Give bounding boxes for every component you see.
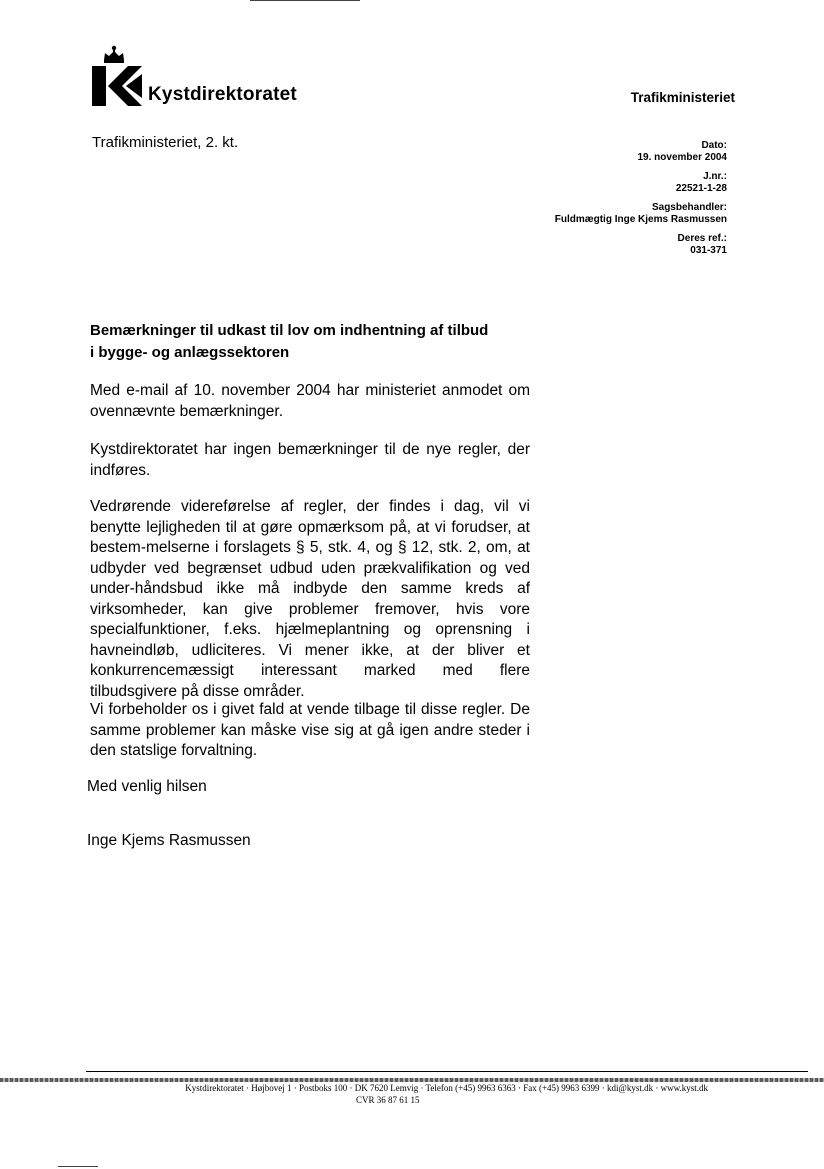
ministry-name: Trafikministeriet [630,90,735,105]
date-value: 19. november 2004 [637,152,727,163]
subject-line-1: Bemærkninger til udkast til lov om indhentning af tilbud [90,322,489,339]
closing-greeting: Med venlig hilsen [87,778,207,795]
footer-address: Kystdirektoratet · Højbovej 1 · Postboks 100 · DK 7620 Lemvig · Telefon (+45) 9963 6363 · Fax (+45) 9963 6399 · kdi@kyst.dk · www.kyst.dk [185,1083,708,1093]
handler-label: Sagsbehandler: [651,202,727,213]
scan-mark-top [250,0,360,1]
signer-name: Inge Kjems Rasmussen [87,832,251,849]
reference-value: 031-371 [690,245,727,256]
footer-divider [86,1071,808,1072]
recipient-line: Trafikministeriet, 2. kt. [92,134,239,151]
paragraph-4: Vi forbeholder os i givet fald at vende tilbage til disse regler. De samme problemer kan måske vise sig at gå igen andre steder i den statslige forvaltning. [90,701,530,759]
jnr-label: J.nr.: [703,171,727,182]
footer-scan-band [0,1078,824,1082]
paragraph-2: Kystdirektoratet har ingen bemærkninger til de nye regler, der indføres. [90,441,530,479]
scan-mark-bottom [58,1166,98,1167]
paragraph-3: Vedrørende videreførelse af regler, der findes i dag, vil vi benytte lejligheden til at gøre opmærksom på, at vi forudser, at bestem-melserne i forslagets § 5, stk. 4, og § 12, stk. 2, om, at udbyder ved begrænset udbud uden prækvalifikation og ved under-håndsbud ikke må indbyde den samme kreds af virksomheder, kan give problemer fremover, hvis vore specialfunktioner, f.eks. hjælmeplantning og oprensning i havneindløb, udliciteres. Vi mener ikke, at der bliver et konkurrencemæssigt interessant marked med flere tilbudsgivere på disse områder. [90,498,530,700]
reference-label: Deres ref.: [677,233,727,244]
subject-line-2: i bygge- og anlægssektoren [90,344,290,361]
jnr-value: 22521-1-28 [675,183,727,194]
crown-k-logo-icon [92,44,142,106]
letter-subject [90,320,530,364]
date-label: Dato: [701,140,727,151]
letter-metadata [480,140,727,264]
paragraph-1: Med e-mail af 10. november 2004 har ministeriet anmodet om ovennævnte bemærkninger. [90,382,530,420]
handler-value: Fuldmægtig Inge Kjems Rasmussen [554,214,727,225]
brand-name: Kystdirektoratet [148,84,297,105]
footer-cvr: CVR 36 87 61 15 [356,1095,420,1105]
